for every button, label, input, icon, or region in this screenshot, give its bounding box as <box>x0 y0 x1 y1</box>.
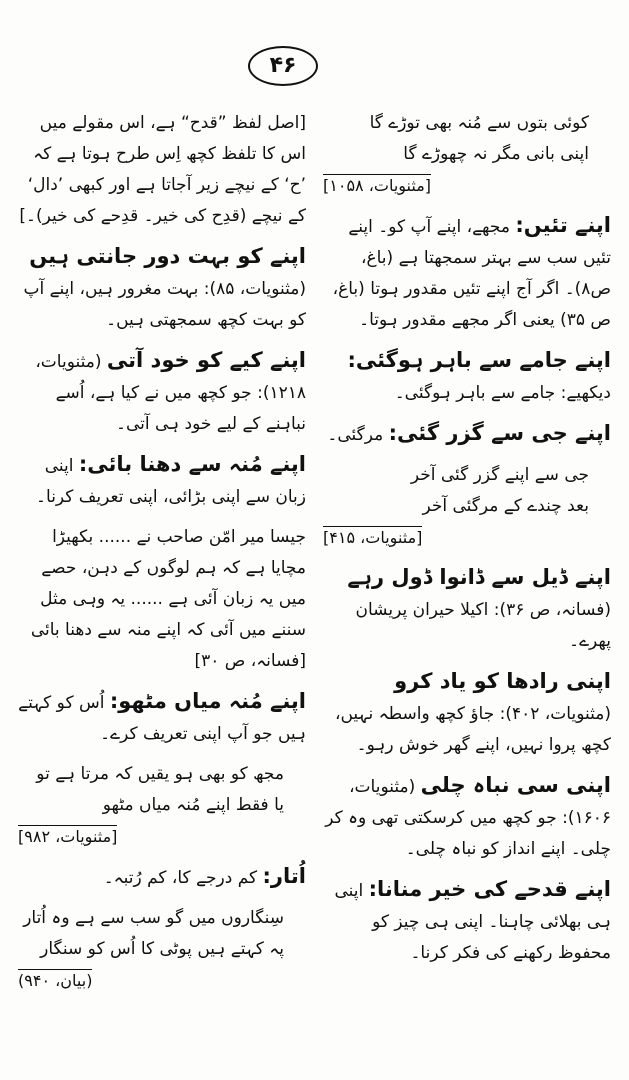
right-column <box>323 108 611 978</box>
verse-block <box>18 903 306 996</box>
dictionary-entry <box>323 770 611 865</box>
dictionary-entry <box>18 241 306 336</box>
dictionary-entry <box>18 861 306 894</box>
verse-line: سِنگاروں میں گو سب سے ہے وہ اُتار <box>23 908 284 928</box>
dictionary-entry <box>18 345 306 440</box>
definition: (مثنویات، ۱۲۱۸): جو کچھ میں نے کیا ہے، اُسے نباہنے کے لیے خود ہی آتی۔ <box>35 352 306 434</box>
definition: دیکھیے: جامے سے باہر ہوگئی۔ <box>394 383 611 403</box>
verse-text <box>18 903 306 965</box>
verse-line: اپنی بانی مگر نہ چھوڑے گا <box>403 144 589 164</box>
headword: اُتار: <box>262 864 306 888</box>
verse-block <box>323 460 611 553</box>
headword: اپنے قدحے کی خیر منانا: <box>368 877 611 901</box>
headword: اپنے مُنہ میاں مٹھو: <box>109 689 306 713</box>
headword: اپنی رادھا کو یاد کرو <box>394 669 611 693</box>
verse-line: یا فقط اپنے مُنہ میاں مٹھو <box>102 795 284 815</box>
dictionary-entry <box>323 345 611 409</box>
verse-text <box>18 759 306 821</box>
definition: (مثنویات، ۱۶۰۶): جو کچھ میں کرسکتی تھی وہ کر چلی۔ اپنے انداز کو نباہ چلی۔ <box>325 777 611 859</box>
reference: (بیان، ۹۴۰) <box>18 971 93 990</box>
verse-line: پہ کہتے ہیں پوٹی کا اُس کو سنگار <box>40 939 284 959</box>
headword: اپنے ڈیل سے ڈانوا ڈول رہے <box>347 565 611 589</box>
verse-text <box>323 460 611 522</box>
headword: اپنے کو بہت دور جانتی ہیں <box>29 244 306 268</box>
definition: اُس کو کہتے ہیں جو آپ اپنی تعریف کرے۔ <box>18 693 306 744</box>
headword: اپنے جامے سے باہر ہوگئی: <box>347 348 611 372</box>
definition: مجھے، اپنے آپ کو۔ اپنے تئیں سب سے بہتر سمجھتا ہے (باغ، ص۸)۔ اگر آج اپنے تئیں مقدور ہوتا (باغ، ص ۳۵) یعنی اگر مجھے مقدور ہوتا۔ <box>332 217 611 330</box>
definition: (فسانہ، ص ۳۶): اکیلا حیران پریشان پھرے۔ <box>355 600 611 651</box>
note-block <box>18 108 306 232</box>
dictionary-entry <box>323 418 611 451</box>
reference: [مثنویات، ۴۱۵] <box>323 528 423 547</box>
definition: (مثنویات، ۸۵): بہت مغرور ہیں، اپنے آپ کو بہت کچھ سمجھتی ہیں۔ <box>23 279 306 330</box>
verse-block <box>323 108 611 201</box>
dictionary-entry <box>323 562 611 657</box>
dictionary-entry <box>323 666 611 761</box>
note-text: [اصل لفظ ”قدح“ ہے، اس مقولے میں اس کا تلفظ کچھ اِس طرح ہوتا ہے کہ ’ح‘ کے نیچے زیر آجاتا ہے اور کبھی ’دال‘ کے نیچے (قدِح کی خیر۔ قدِحے کی خیر)۔] <box>19 113 306 226</box>
definition: اپنی ہی بھلائی چاہنا۔ اپنی ہی چیز کو محفوظ رکھنے کی فکر کرنا۔ <box>334 881 611 963</box>
dictionary-entry <box>18 686 306 750</box>
reference: [مثنویات، ۹۸۲] <box>18 827 118 846</box>
headword: اپنی سی نباہ چلی <box>420 773 611 797</box>
dictionary-entry <box>323 874 611 969</box>
headword: اپنے تئیں: <box>515 213 611 237</box>
verse-line: مجھ کو بھی ہو یقیں کہ مرتا ہے تو <box>36 764 284 784</box>
verse-line: کوئی بتوں سے مُنہ بھی توڑے گا <box>369 113 589 133</box>
verse-block <box>18 759 306 852</box>
definition: (مثنویات، ۴۰۲): جاؤ کچھ واسطہ نہیں، کچھ پروا نہیں، اپنے گھر خوش رہو۔ <box>334 704 611 755</box>
dictionary-entry <box>18 449 306 513</box>
dictionary-entry <box>323 210 611 336</box>
note-block <box>18 522 306 677</box>
definition: اپنی زبان سے اپنی بڑائی، اپنی تعریف کرنا۔ <box>36 456 306 507</box>
definition: مرگئی۔ <box>327 425 384 445</box>
verse-line: بعد چندے کے مرگئی آخر <box>422 496 589 516</box>
reference: [مثنویات، ۱۰۵۸] <box>323 176 431 195</box>
page-number: ۴۶ <box>248 46 318 86</box>
left-column <box>18 108 306 1005</box>
definition: کم درجے کا، کم رُتبہ۔ <box>103 868 258 888</box>
verse-line: جی سے اپنے گزر گئی آخر <box>410 465 589 485</box>
verse-text <box>323 108 611 170</box>
headword: اپنے مُنہ سے دھنا بائی: <box>78 452 306 476</box>
headword: اپنے کیے کو خود آتی <box>106 348 306 372</box>
headword: اپنے جی سے گزر گئی: <box>388 421 611 445</box>
note-text: جیسا میر امّن صاحب نے ...... بکھیڑا مچایا ہے کہ ہم لوگوں کے دہن، حصے میں یہ زبان آئی ہے ...... یہ وہی مثل سننے میں آئی کہ اپنے منہ سے دھنا بائی [فسانہ، ص ۳۰] <box>30 527 306 671</box>
